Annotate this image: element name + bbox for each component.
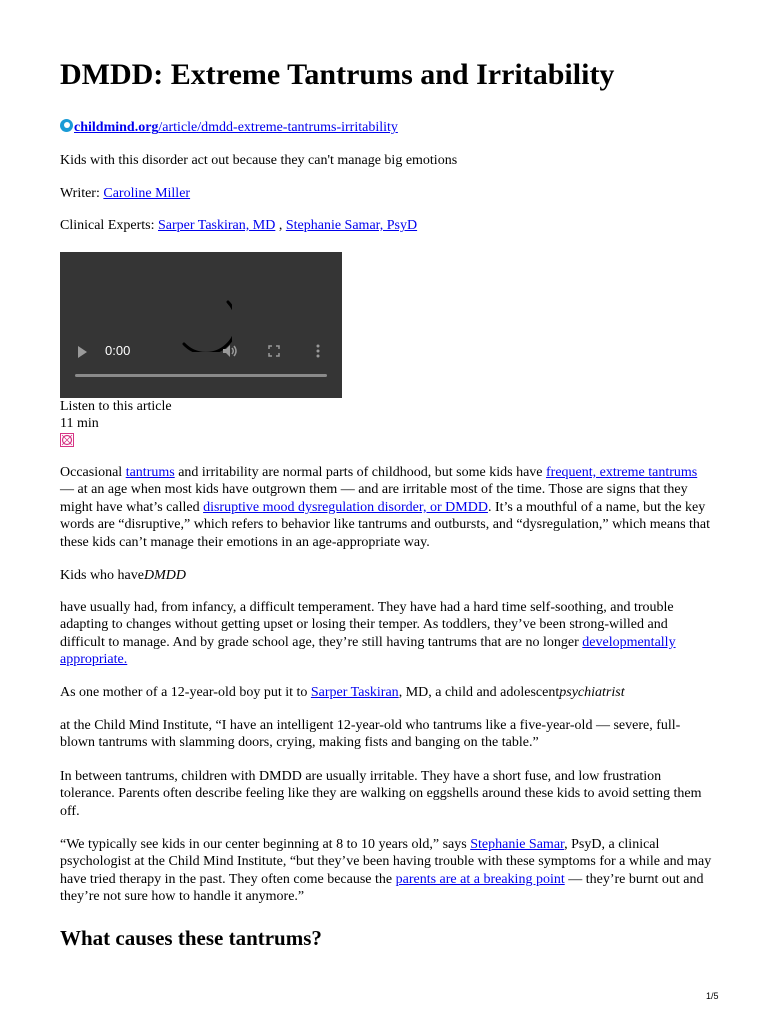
page-number: 1/5 bbox=[706, 991, 719, 1001]
more-options-icon[interactable] bbox=[316, 344, 320, 358]
taskiran-link[interactable]: Sarper Taskiran bbox=[310, 685, 399, 700]
writer-link[interactable]: Caroline Miller bbox=[103, 186, 191, 201]
listen-info bbox=[60, 398, 172, 447]
expert-link-taskiran[interactable]: Sarper Taskiran, MD bbox=[157, 218, 276, 233]
section-heading: What causes these tantrums? bbox=[60, 926, 322, 950]
source-link-row bbox=[60, 119, 398, 136]
breaking-point-link[interactable]: parents are at a breaking point bbox=[395, 871, 565, 887]
audio-player[interactable] bbox=[60, 252, 342, 398]
paragraph-5: at the Child Mind Institute, “I have an intelligent 12-year-old who tantrums like a five-year-old — severe, full-blown tantrums with slamming doors, crying, making fists and banging on the table.” bbox=[60, 718, 681, 751]
tantrums-link[interactable]: tantrums bbox=[125, 465, 175, 480]
paragraph-7: “We typically see kids in our center beginning at 8 to 10 years old,” says Stephanie Samar, PsyD, a clinical psychologist at the Child Mind Institute, “but they’ve been having trouble with these symptoms for a while and may have tried therapy in the past. They often come because the parents are at a breaking point — they’re burnt out and they’re not sure how to handle it anymore.” bbox=[60, 837, 712, 905]
listen-label: Listen to this article bbox=[60, 399, 172, 414]
paragraph-3: have usually had, from infancy, a difficult temperament. They have had a hard time self-soothing, and trouble adapting to changes without getting upset or losing their temper. As toddlers, they’ve been strong-willed and difficult to manage. And by grade school age, they’re still having tantrums that are no longer developmentally appropriate. bbox=[60, 600, 676, 668]
play-icon[interactable] bbox=[78, 346, 87, 358]
source-link[interactable]: childmind.org/article/dmdd-extreme-tantrums-irritability bbox=[74, 120, 398, 135]
paragraph-2: Kids who haveDMDD bbox=[60, 568, 186, 583]
childmind-logo-icon bbox=[60, 119, 73, 132]
page-title: DMDD: Extreme Tantrums and Irritability bbox=[60, 58, 615, 91]
expert-link-samar[interactable]: Stephanie Samar, PsyD bbox=[285, 218, 418, 233]
samar-link[interactable]: Stephanie Samar bbox=[470, 837, 565, 852]
writer-line: Writer: Caroline Miller bbox=[60, 186, 191, 201]
paragraph-6: In between tantrums, children with DMDD are usually irritable. They have a short fuse, and low frustration tolerance. Parents often describe feeling like they are walking on eggshells around these kids to avoid setting them off. bbox=[60, 769, 702, 819]
experts-line: Clinical Experts: Sarper Taskiran, MD , Stephanie Samar, PsyD bbox=[60, 218, 418, 233]
fullscreen-icon[interactable] bbox=[268, 345, 280, 357]
listen-duration: 11 min bbox=[60, 416, 99, 431]
speechify-icon[interactable] bbox=[60, 433, 74, 447]
article-subtitle: Kids with this disorder act out because they can't manage big emotions bbox=[60, 153, 458, 168]
paragraph-1: Occasional tantrums and irritability are normal parts of childhood, but some kids have frequent, extreme tantrums — at an age when most kids have outgrown them — and are irritable most of the time. Those are signs that they might have what’s called disruptive mood dysregulation disorder, or DMDD. It’s a mouthful of a name, but the key words are “disruptive,” which refers to behavior like tantrums and outbursts, and “dysregulation,” which means that these kids can’t manage their emotions in an age-appropriate way. bbox=[60, 465, 711, 550]
dmdd-link[interactable]: disruptive mood dysregulation disorder, or DMDD bbox=[203, 499, 488, 515]
progress-bar[interactable] bbox=[75, 374, 327, 377]
player-time: 0:00 bbox=[105, 343, 131, 358]
volume-icon[interactable] bbox=[222, 344, 238, 358]
developmentally-appropriate-link[interactable]: developmentally appropriate. bbox=[60, 634, 676, 668]
frequent-tantrums-link[interactable]: frequent, extreme tantrums bbox=[546, 465, 698, 480]
paragraph-4: As one mother of a 12-year-old boy put it to Sarper Taskiran, MD, a child and adolescentpsychiatrist bbox=[60, 685, 625, 700]
